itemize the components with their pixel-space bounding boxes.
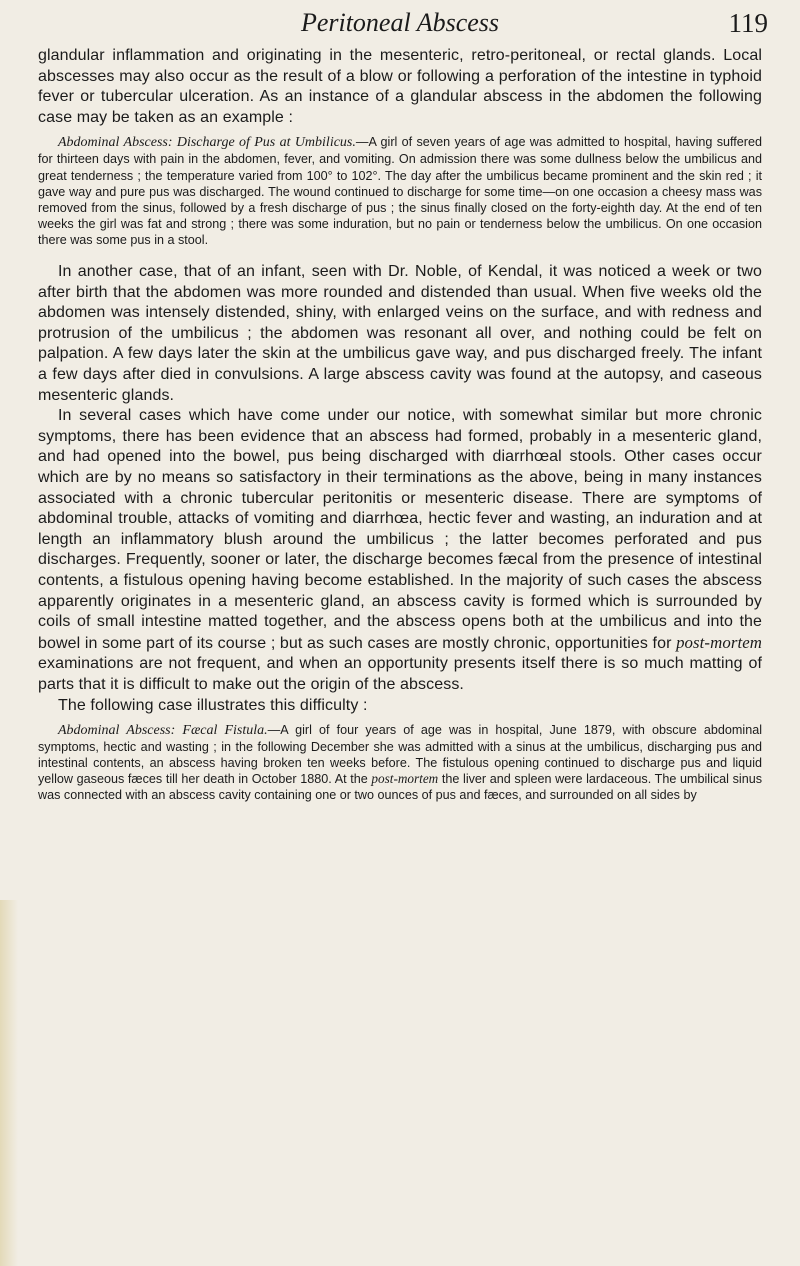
paragraph-chronic-cases-text-1: In several cases which have come under our notice, with somewhat similar but more chronic symptoms, there has been evidence that an abscess had formed, probably in a mesenteric gland, and had opened into the bowel, pus being discharged with diarrhœal stools. Other cases occur which are by no means so satisfactory in their terminations as the above, being in many instances associated with a chronic tubercular peritonitis or mesenteric disease. There are symptoms of abdominal trouble, attacks of vomiting and diarrhœa, hectic fever and wasting, an induration and at length an inflammatory blush around the umbilicus ; the latter becomes perforated and pus discharges. Frequently, sooner or later, the discharge becomes fæcal from the presence of intestinal contents, a fistulous opening having become established. In the majority of such cases the abscess apparently originates in a mesenteric gland, an abscess cavity is formed which is surrounded by coils of small intestine matted together, and the abscess opens both at the umbilicus and into the bowel in some part of its course ; but as such cases are mostly chronic, opportunities for: [38, 407, 762, 652]
case-report-2-text-1: —A girl of four years of age was in hospital, June 1879, with obscure abdominal symptoms, hectic and wasting ; in the following December she was admitted with a sinus at the umbilicus, discharging pus and intestinal contents, an abscess having broken ten weeks before. The fistulous opening continued to discharge pus and liquid yellow gaseous fæces till her death in October 1880. At the: [38, 723, 762, 787]
paragraph-chronic-cases-italic: post-mortem: [676, 632, 762, 652]
case-report-2-text-2: the liver and spleen were lardaceous. The umbilical sinus was connected with an abscess cavity containing one or two ounces of pus and fæces, and surrounded on all sides by: [38, 772, 763, 803]
case-report-1: [38, 134, 762, 248]
paragraph-following-case: The following case illustrates this difficulty :: [58, 696, 368, 714]
case-report-1-title: Abdominal Abscess: Discharge of Pus at Umbilicus.: [58, 135, 356, 151]
paragraph-chronic-cases-text-2: examinations are not frequent, and when an opportunity presents itself there is so much matting of parts that it is difficult to make out the origin of the abscess.: [38, 655, 762, 693]
page-header: [0, 8, 800, 48]
running-title: Peritoneal Abscess: [300, 8, 500, 37]
page-number: 119: [728, 8, 768, 38]
page-edge-shading: [0, 900, 18, 1266]
paragraph-infant-case: In another case, that of an infant, seen with Dr. Noble, of Kendal, it was noticed a week or two after birth that the abdomen was more rounded and distended than usual. When five weeks old the abdomen was intensely distended, shiny, with enlarged veins on the surface, and with redness and protrusion of the umbilicus ; the abdomen was resonant all over, and nothing could be felt on palpation. A few days later the skin at the umbilicus gave way, and pus discharged freely. The infant a few days after died in convulsions. A large abscess cavity was found at the autopsy, and caseous mesenteric glands.: [38, 263, 762, 404]
case-report-2-italic: post-mortem: [371, 771, 439, 787]
intro-paragraph: glandular inflammation and originating in the mesenteric, retro-peritoneal, or rectal glands. Local abscesses may also occur as the result of a blow or following a perforation of the intestine in typhoid fever or tubercular ulceration. As an instance of a glandular abscess in the abdomen the following case may be taken as an example :: [38, 47, 762, 126]
case-report-1-text: —A girl of seven years of age was admitted to hospital, having suffered for thirteen days with pain in the abdomen, fever, and vomiting. On admission there was some dullness below the umbilicus and great tenderness ; the temperature varied from 100° to 102°. The day after the umbilicus became prominent and the skin red ; it gave way and pure pus was discharged. The wound continued to discharge for some time—on one occasion a cheesy mass was removed from the sinus, followed by a fresh discharge of pus ; the sinus finally closed on the forty-eighth day. At the end of ten weeks the girl was fat and strong ; there was some induration, but no pain or tenderness below the umbilicus. On one occasion there was some pus in a stool.: [38, 135, 762, 247]
paragraph-chronic-cases: [38, 406, 762, 695]
body-text: [38, 46, 762, 804]
case-report-2: [38, 722, 762, 803]
case-report-2-title: Abdominal Abscess: Fæcal Fistula.: [58, 723, 268, 739]
